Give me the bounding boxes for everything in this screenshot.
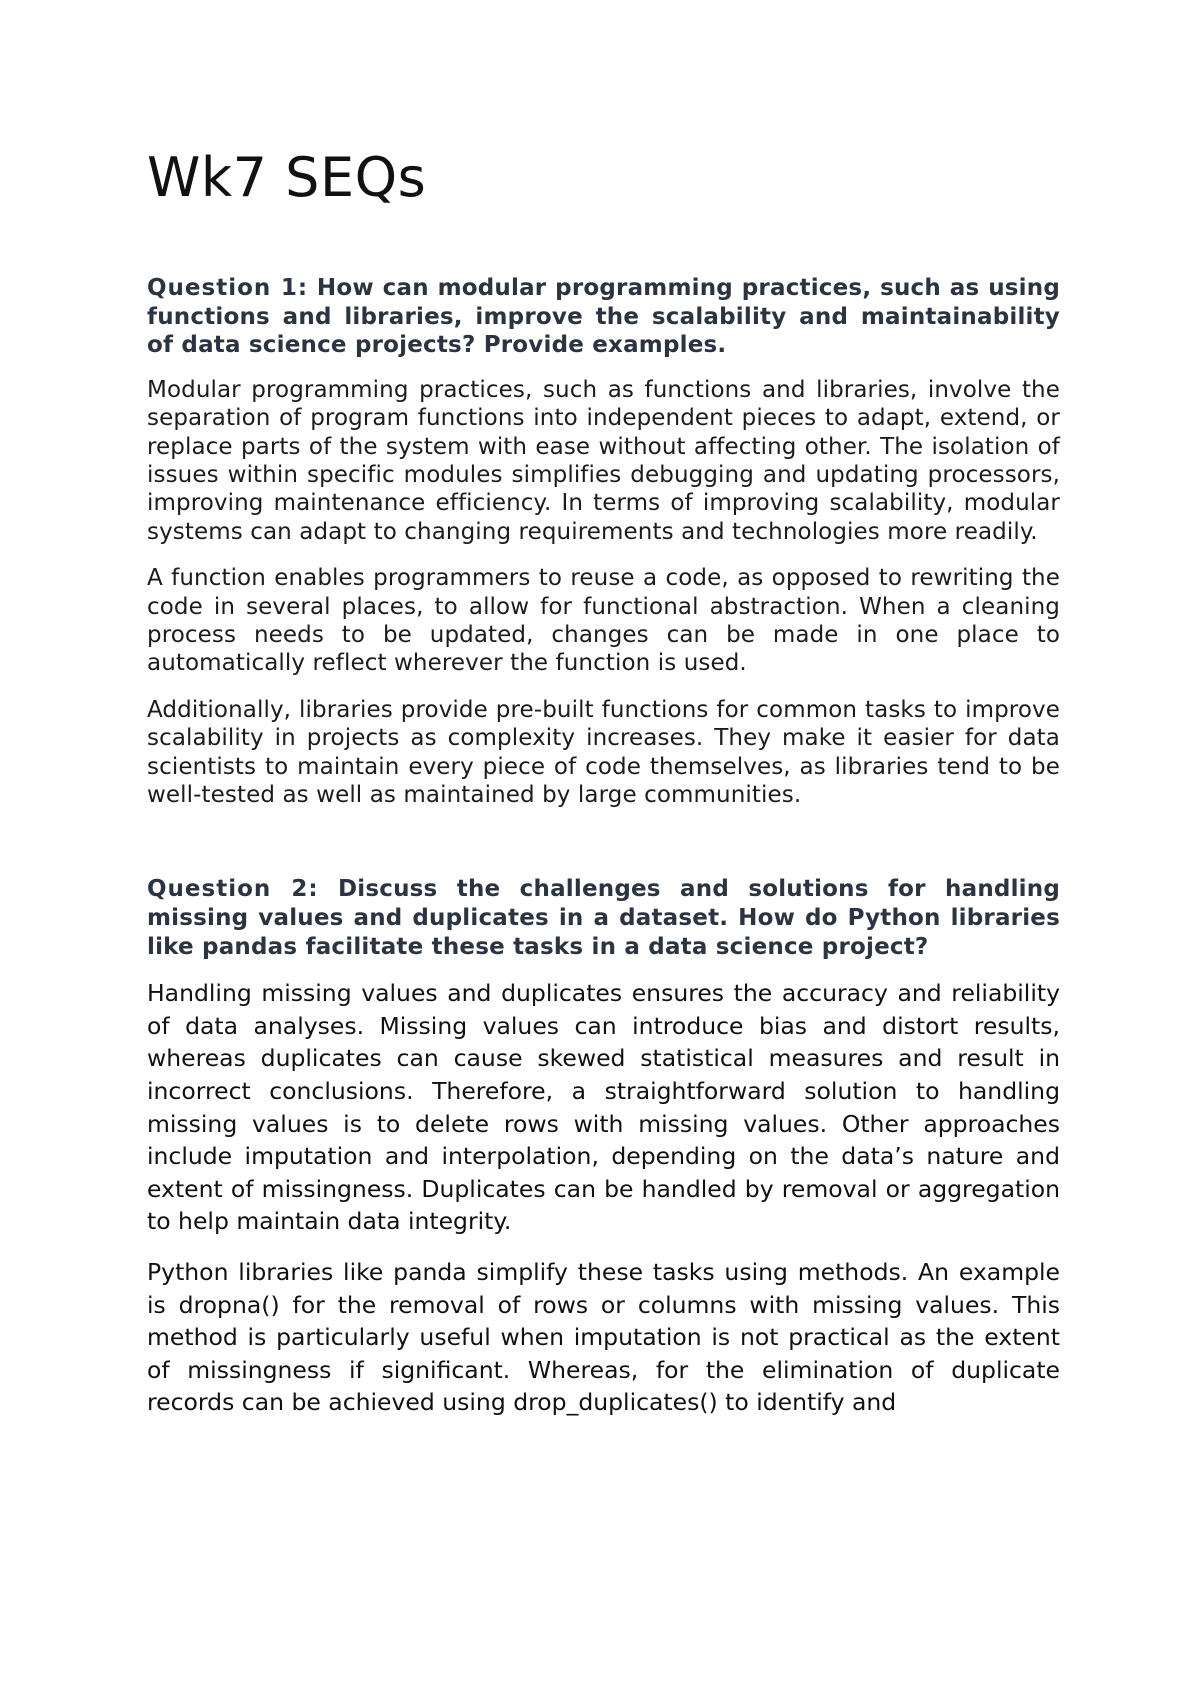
question-1-text: How can modular programming practices, such as using functions and libraries, improve the scalability and maintainability of data science projects? Provide examples. (147, 275, 1060, 359)
answer-1-paragraph-1: Modular programming practices, such as functions and libraries, involve the separation of program functions into independent pieces to adapt, extend, or replace parts of the system with ease without affecting other. The isolation of issues within specific modules simplifies debugging and updating processors, improving maintenance efficiency. In terms of improving scalability, modular systems can adapt to changing requirements and technologies more readily. (147, 376, 1060, 545)
answer-2-paragraph-2: Python libraries like panda simplify these tasks using methods. An example is dropna() for the removal of rows or columns with missing values. This method is particularly useful when imputation is not practical as the extent of missingness if significant. Whereas, for the elimination of duplicate records can be achieved using drop_duplicates() to identify and (147, 1258, 1060, 1417)
answer-2-paragraph-1: Handling missing values and duplicates ensures the accuracy and reliability of data analyses. Missing values can introduce bias and distort results, whereas duplicates can cause skewed statistical measures and result in incorrect conclusions. Therefore, a straightforward solution to handling missing values is to delete rows with missing values. Other approaches include imputation and interpolation, depending on the data’s nature and extent of missingness. Duplicates can be handled by removal or aggregation to help maintain data integrity. (147, 979, 1060, 1236)
question-1-label: Question 1: (147, 275, 309, 301)
question-2-text: Discuss the challenges and solutions for handling missing values and duplicates in a dataset. How do Python libraries like pandas facilitate these tasks in a data science project? (147, 876, 1060, 960)
document-title: Wk7 SEQs (147, 146, 427, 209)
question-2-label: Question 2: (147, 876, 319, 903)
question-2-heading (147, 875, 1060, 961)
question-1-heading (147, 274, 1060, 360)
question-1-section (147, 274, 1060, 809)
answer-1-paragraph-2: A function enables programmers to reuse a code, as opposed to rewriting the code in several places, to allow for functional abstraction. When a cleaning process needs to be updated, changes can be made in one place to automatically reflect wherever the function is used. (147, 565, 1060, 677)
document-page (147, 0, 1060, 1419)
answer-1-paragraph-3: Additionally, libraries provide pre-built functions for common tasks to improve scalability in projects as complexity increases. They make it easier for data scientists to maintain every piece of code themselves, as libraries tend to be well-tested as well as maintained by large communities. (147, 696, 1060, 809)
question-2-section (147, 875, 1060, 1419)
